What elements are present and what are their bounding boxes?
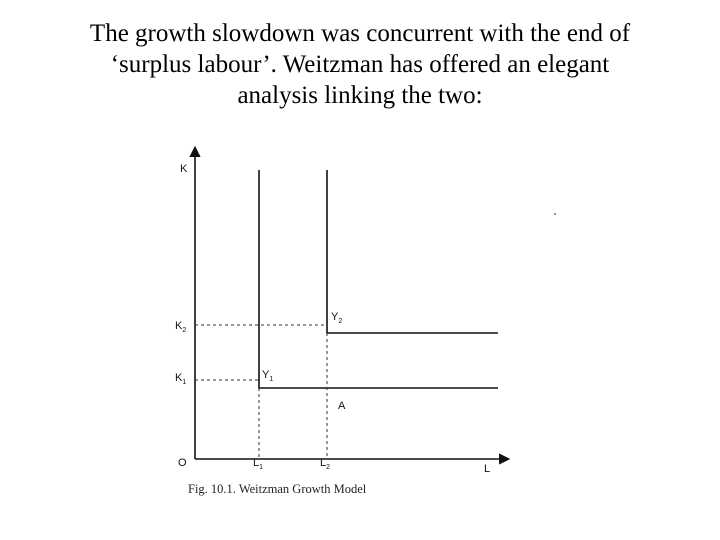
- isoquant-y1: [259, 170, 498, 388]
- figure-caption: Fig. 10.1. Weitzman Growth Model: [188, 482, 367, 496]
- l2-label: $L_2$: [320, 457, 331, 471]
- scan-speck: [554, 213, 556, 215]
- l1-label: $L_1$: [253, 457, 264, 471]
- slide-title-line-1: The growth slowdown was concurrent with the end of: [89, 20, 631, 47]
- y-axis-label: K: [180, 163, 188, 175]
- y1-label: $Y_1$: [262, 369, 274, 383]
- isoquant-y2: [327, 170, 498, 333]
- x-axis-label: L: [484, 463, 491, 475]
- slide-title-line-3: analysis linking the two:: [237, 82, 483, 109]
- point-a-label: A: [338, 400, 346, 412]
- y2-label: $Y_2$: [331, 311, 343, 325]
- k2-label: $K_2$: [175, 320, 187, 334]
- k1-label: $K_1$: [175, 372, 187, 386]
- origin-label: O: [178, 457, 187, 469]
- slide-title-line-2: ‘surplus labour’. Weitzman has offered an elegant: [110, 51, 610, 78]
